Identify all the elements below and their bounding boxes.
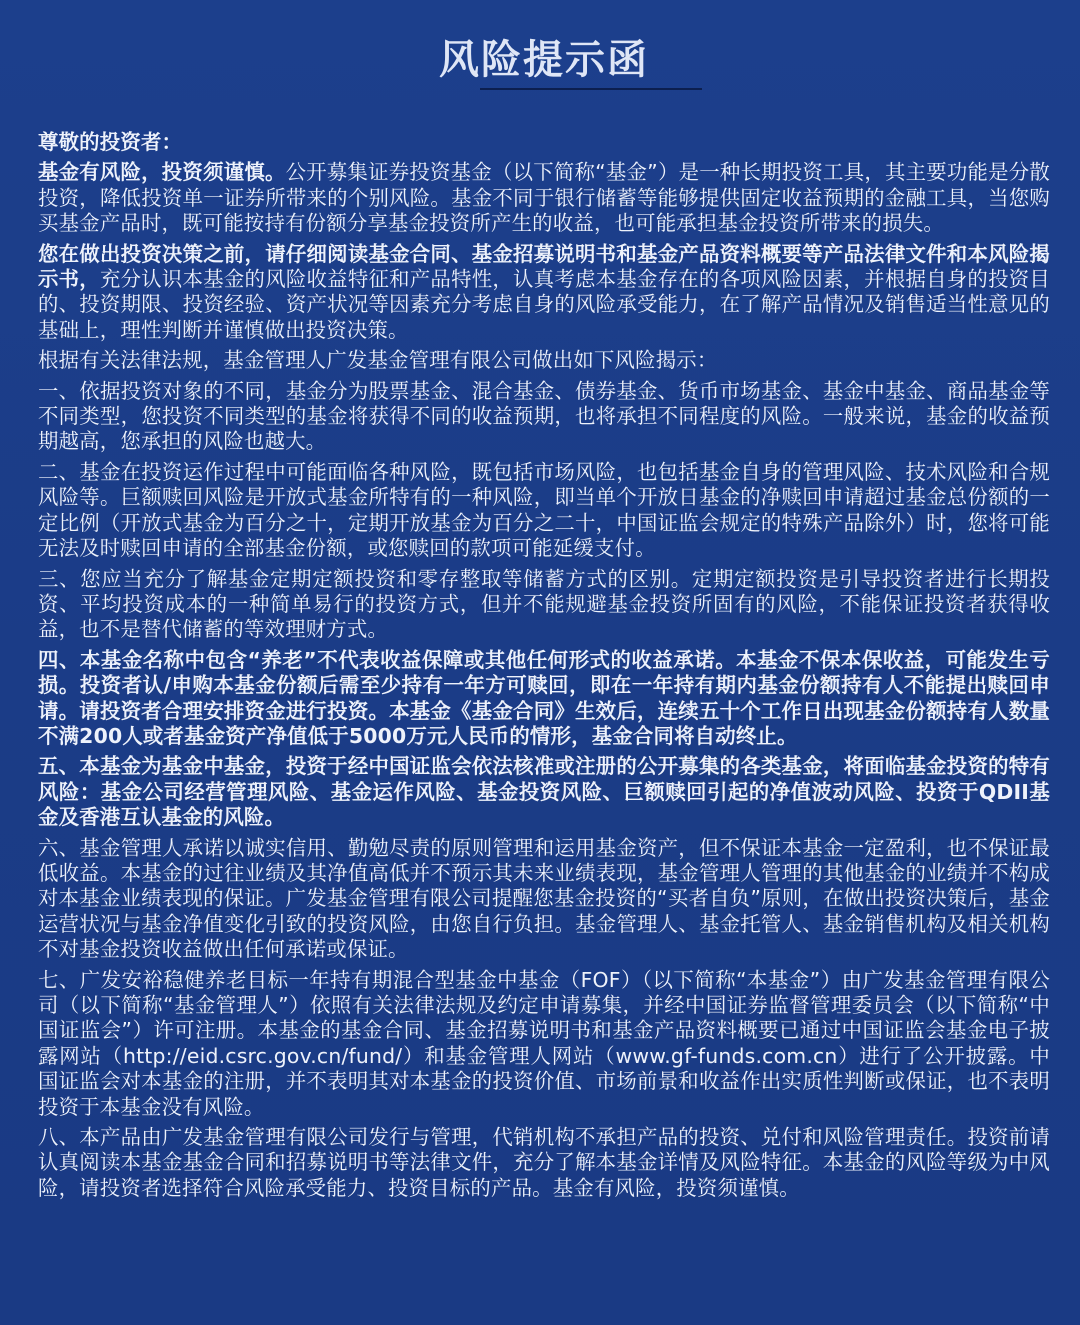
paragraph-text: 公开募集证券投资基金（以下简称“基金”）是一种长期投资工具，其主要功能是分散投资，降低投资单一证券所带来的个别风险。基金不同于银行储蓄等能够提供固定收益预期的金融工具，当您购买基金产品时，既可能按持有份额分享基金投资所产生的收益，也可能承担基金投资所带来的损失。 xyxy=(38,160,1050,236)
paragraph-text: 六、基金管理人承诺以诚实信用、勤勉尽责的原则管理和运用基金资产，但不保证本基金一定盈利，也不保证最低收益。本基金的过往业绩及其净值高低并不预示其未来业绩表现，基金管理人管理的其他基金的业绩并不构成对本基金业绩表现的保证。广发基金管理有限公司提醒您基金投资的“买者自负”原则，在做出投资决策后，基金运营状况与基金净值变化引致的投资风险，由您自行负担。基金管理人、基金托管人、基金销售机构及相关机构不对基金投资收益做出任何承诺或保证。 xyxy=(38,835,1050,962)
paragraph-item-3 xyxy=(38,567,1050,643)
paragraph-bold-lead: 您在做出投资决策之前，请仔细阅读基金合同、基金招募说明书和基金产品资料概要等产品法律文件和本风险揭示书， xyxy=(38,241,1050,292)
paragraph-item-5 xyxy=(38,754,1050,830)
paragraph-risk-warning xyxy=(38,160,1050,236)
paragraph-item-1 xyxy=(38,379,1050,455)
paragraph-item-7 xyxy=(38,968,1050,1120)
paragraph-item-4 xyxy=(38,648,1050,750)
paragraph-item-2 xyxy=(38,460,1050,562)
paragraph-text: 根据有关法律法规，基金管理人广发基金管理有限公司做出如下风险揭示： xyxy=(38,348,718,373)
paragraph-bold-lead: 四、本基金名称中包含“养老”不代表收益保障或其他任何形式的收益承诺。本基金不保本保收益，可能发生亏损。投资者认/申购本基金份额后需至少持有一年方可赎回，即在一年持有期内基金份额持有人不能提出赎回申请。请投资者合理安排资金进行投资。本基金《基金合同》生效后，连续五十个工作日出现基金份额持有人数量不满200人或者基金资产净值低于5000万元人民币的情形，基金合同将自动终止。 xyxy=(38,647,1050,748)
title-underline xyxy=(480,88,702,90)
notice-body xyxy=(38,130,1050,1201)
paragraph-text: 充分认识本基金的风险收益特征和产品特性，认真考虑本基金存在的各项风险因素，并根据自身的投资目的、投资期限、投资经验、资产状况等因素充分考虑自身的风险承受能力，在了解产品情况及销售适当性意见的基础上，理性判断并谨慎做出投资决策。 xyxy=(38,267,1050,342)
paragraph-text: 三、您应当充分了解基金定期定额投资和零存整取等储蓄方式的区别。定期定额投资是引导投资者进行长期投资、平均投资成本的一种简单易行的投资方式，但并不能规避基金投资所固有的风险，不能保证投资者获得收益，也不是替代储蓄的等效理财方式。 xyxy=(38,566,1050,642)
paragraph-text: 八、本产品由广发基金管理有限公司发行与管理，代销机构不承担产品的投资、兑付和风险管理责任。投资前请认真阅读本基金基金合同和招募说明书等法律文件，充分了解本基金详情及风险特征。本基金的风险等级为中风险，请投资者选择符合风险承受能力、投资目标的产品。基金有风险，投资须谨慎。 xyxy=(38,1125,1050,1200)
page-title: 风险提示函 xyxy=(439,37,649,83)
paragraph-bold-lead: 五、本基金为基金中基金，投资于经中国证监会依法核准或注册的公开募集的各类基金，将面临基金投资的特有风险：基金公司经营管理风险、基金运作风险、基金投资风险、巨额赎回引起的净值波动风险、投资于QDII基金及香港互认基金的风险。 xyxy=(38,754,1050,830)
paragraph-text: 七、广发安裕稳健养老目标一年持有期混合型基金中基金（FOF）（以下简称“本基金”）由广发基金管理有限公司（以下简称“基金管理人”）依照有关法律法规及约定申请募集，并经中国证券监督管理委员会（以下简称“中国证监会”）许可注册。本基金的基金合同、基金招募说明书和基金产品资料概要已通过中国证监会基金电子披露网站（http://eid.csrc.gov.cn/fund/）和基金管理人网站（www.gf-funds.com.cn）进行了公开披露。中国证监会对本基金的注册，并不表明其对本基金的投资价值、市场前景和收益作出实质性判断或保证，也不表明投资于本基金没有风险。 xyxy=(38,967,1050,1119)
paragraph-disclosure-intro xyxy=(38,348,1050,373)
paragraph-text: 二、基金在投资运作过程中可能面临各种风险，既包括市场风险，也包括基金自身的管理风险、技术风险和合规风险等。巨额赎回风险是开放式基金所特有的一种风险，即当单个开放日基金的净赎回申请超过基金总份额的一定比例（开放式基金为百分之十，定期开放基金为百分之二十，中国证监会规定的特殊产品除外）时，您将可能无法及时赎回申请的全部基金份额，或您赎回的款项可能延缓支付。 xyxy=(38,459,1050,561)
paragraph-bold-lead: 基金有风险，投资须谨慎。 xyxy=(38,160,286,185)
greeting: 尊敬的投资者： xyxy=(38,130,183,154)
title-section xyxy=(38,0,1050,88)
paragraph-item-8 xyxy=(38,1125,1050,1201)
paragraph-item-6 xyxy=(38,836,1050,963)
paragraph-text: 一、依据投资对象的不同，基金分为股票基金、混合基金、债券基金、货币市场基金、基金中基金、商品基金等不同类型，您投资不同类型的基金将获得不同的收益预期，也将承担不同程度的风险。一般来说，基金的收益预期越高，您承担的风险也越大。 xyxy=(38,378,1050,454)
paragraph-read-documents xyxy=(38,242,1050,344)
